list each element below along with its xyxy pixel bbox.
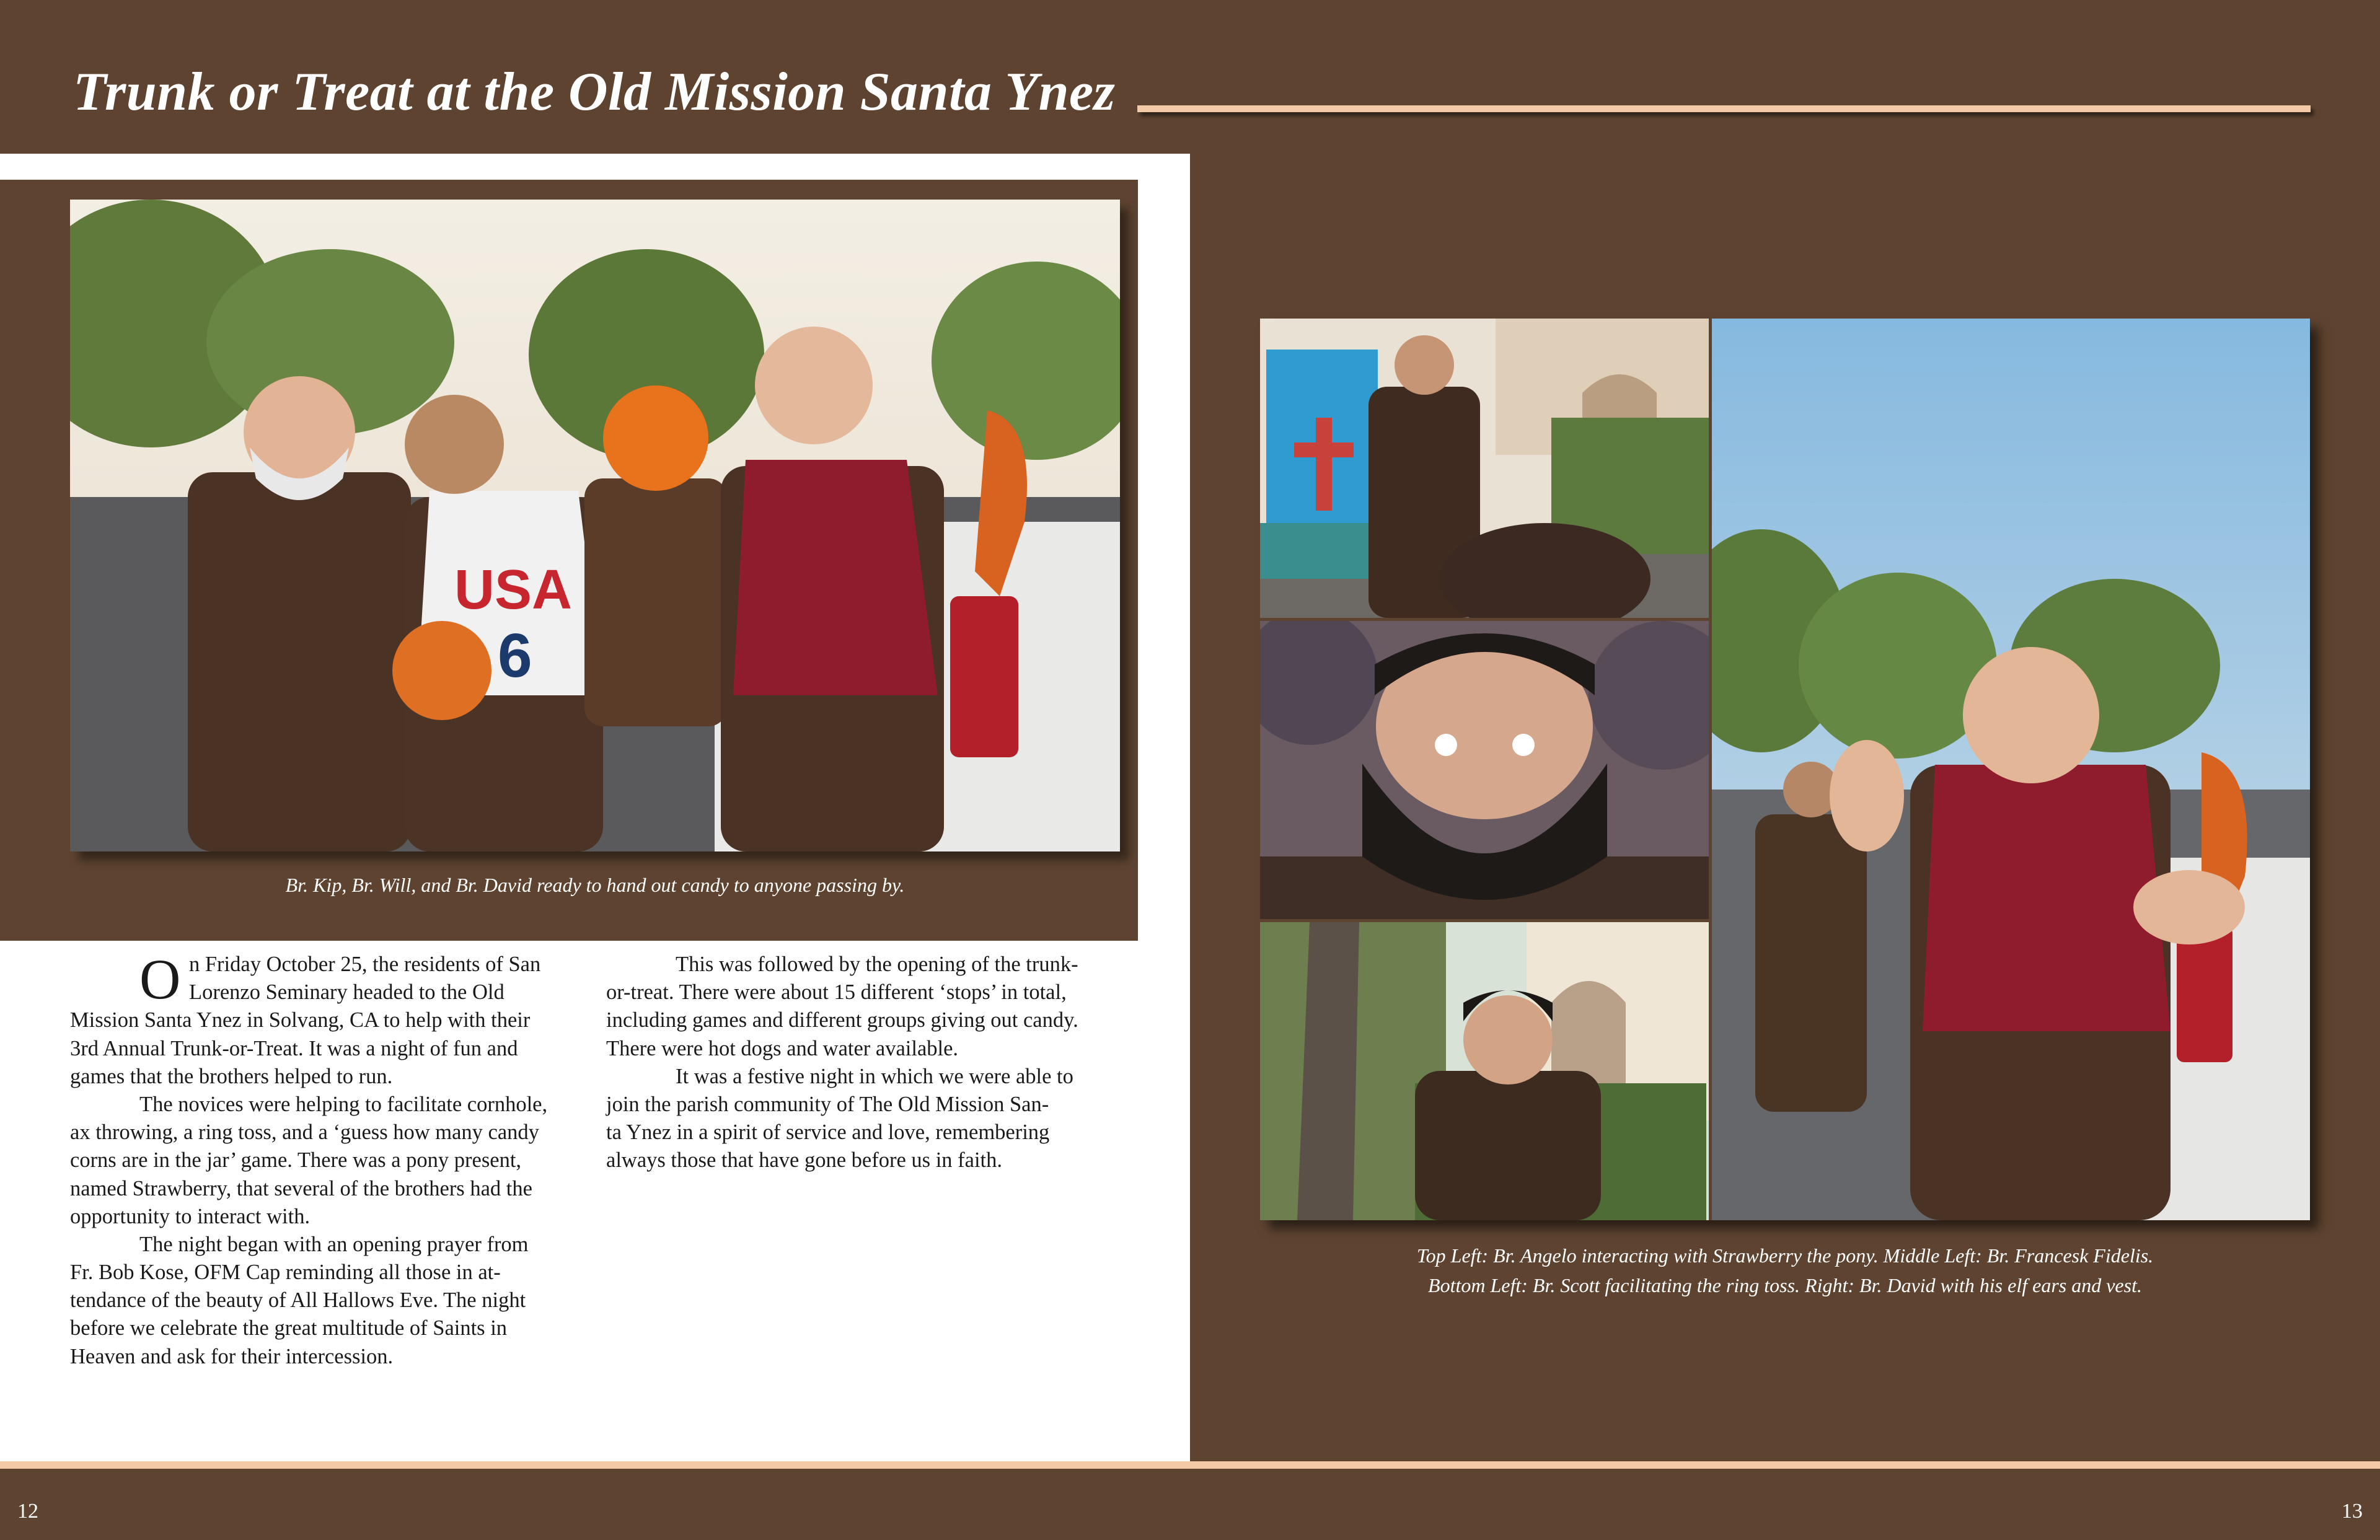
collage-photo-bottom-left xyxy=(1260,922,1709,1220)
article-line: including games and different groups giving out candy. xyxy=(606,1008,1078,1032)
bearded-brother-illustration xyxy=(1260,621,1709,919)
article-line: This was followed by the opening of the trunk- xyxy=(676,953,1078,976)
article-line: named Strawberry, that several of the brothers had the xyxy=(70,1176,532,1200)
article-line: ta Ynez in a spirit of service and love, remembering xyxy=(606,1120,1050,1145)
article-line: join the parish community of The Old Mission San- xyxy=(606,1092,1049,1116)
article-line: tendance of the beauty of All Hallows Eve. The night xyxy=(70,1288,526,1313)
main-photo xyxy=(70,200,1120,851)
ring-toss-illustration xyxy=(1260,922,1709,1220)
article-column-2 xyxy=(606,951,1121,1175)
article-line: Fr. Bob Kose, OFM Cap reminding all those in at- xyxy=(70,1261,501,1285)
article-line: It was a festive night in which we were able to xyxy=(676,1064,1073,1088)
article-line: before we celebrate the great multitude of Saints in xyxy=(70,1316,508,1340)
article-column-1 xyxy=(70,948,578,1371)
article-line: 3rd Annual Trunk-or-Treat. It was a night of fun and xyxy=(70,1036,518,1060)
article-line: always those that have gone before us in faith. xyxy=(606,1148,1003,1173)
article-line: Mission Santa Ynez in Solvang, CA to help with their xyxy=(70,1008,531,1032)
article-line: The night began with an opening prayer from xyxy=(139,1232,529,1256)
article-line: There were hot dogs and water available. xyxy=(606,1036,959,1060)
title-underline xyxy=(1137,105,2311,112)
footer-rule xyxy=(0,1461,2380,1469)
article-line: corns are in the jar’ game. There was a pony present, xyxy=(70,1148,522,1173)
article-line: opportunity to interact with. xyxy=(70,1204,311,1228)
article-line: Heaven and ask for their intercession. xyxy=(70,1344,394,1368)
page-title: Trunk or Treat at the Old Mission Santa Ynez xyxy=(73,62,1116,122)
pony-photo-illustration xyxy=(1260,319,1709,618)
article-line: games that the brothers helped to run. xyxy=(70,1064,393,1088)
collage-caption-line-2: Bottom Left: Br. Scott facilitating the ring toss. Right: Br. David with his elf ears and vest. xyxy=(1428,1274,2142,1296)
jersey-number: 6 xyxy=(498,621,532,690)
elf-brother-illustration xyxy=(1712,319,2310,1220)
article-line: ax throwing, a ring toss, and a ‘guess how many candy xyxy=(70,1120,539,1145)
collage-photo-middle-left xyxy=(1260,621,1709,919)
collage-photo-top-left xyxy=(1260,319,1709,618)
article-line: The novices were helping to facilitate cornhole, xyxy=(139,1092,548,1116)
drop-cap: O xyxy=(139,948,181,1011)
jersey-text: USA xyxy=(454,559,573,621)
main-photo-illustration xyxy=(70,200,1120,851)
page-number-left: 12 xyxy=(17,1500,38,1523)
collage-photo-right xyxy=(1712,319,2310,1220)
collage-caption-line-1: Top Left: Br. Angelo interacting with Strawberry the pony. Middle Left: Br. Francesk Fidelis. xyxy=(1416,1244,2154,1267)
collage-caption xyxy=(1260,1241,2310,1300)
main-photo-caption: Br. Kip, Br. Will, and Br. David ready to hand out candy to anyone passing by. xyxy=(285,874,905,896)
page-number-right: 13 xyxy=(2342,1500,2363,1523)
article-line: Lorenzo Seminary headed to the Old xyxy=(189,980,505,1005)
article-line: or-treat. There were about 15 different ‘stops’ in total, xyxy=(606,980,1067,1005)
article-paragraph-1-line-1: O n Friday October 25, the residents of San xyxy=(139,948,541,1011)
